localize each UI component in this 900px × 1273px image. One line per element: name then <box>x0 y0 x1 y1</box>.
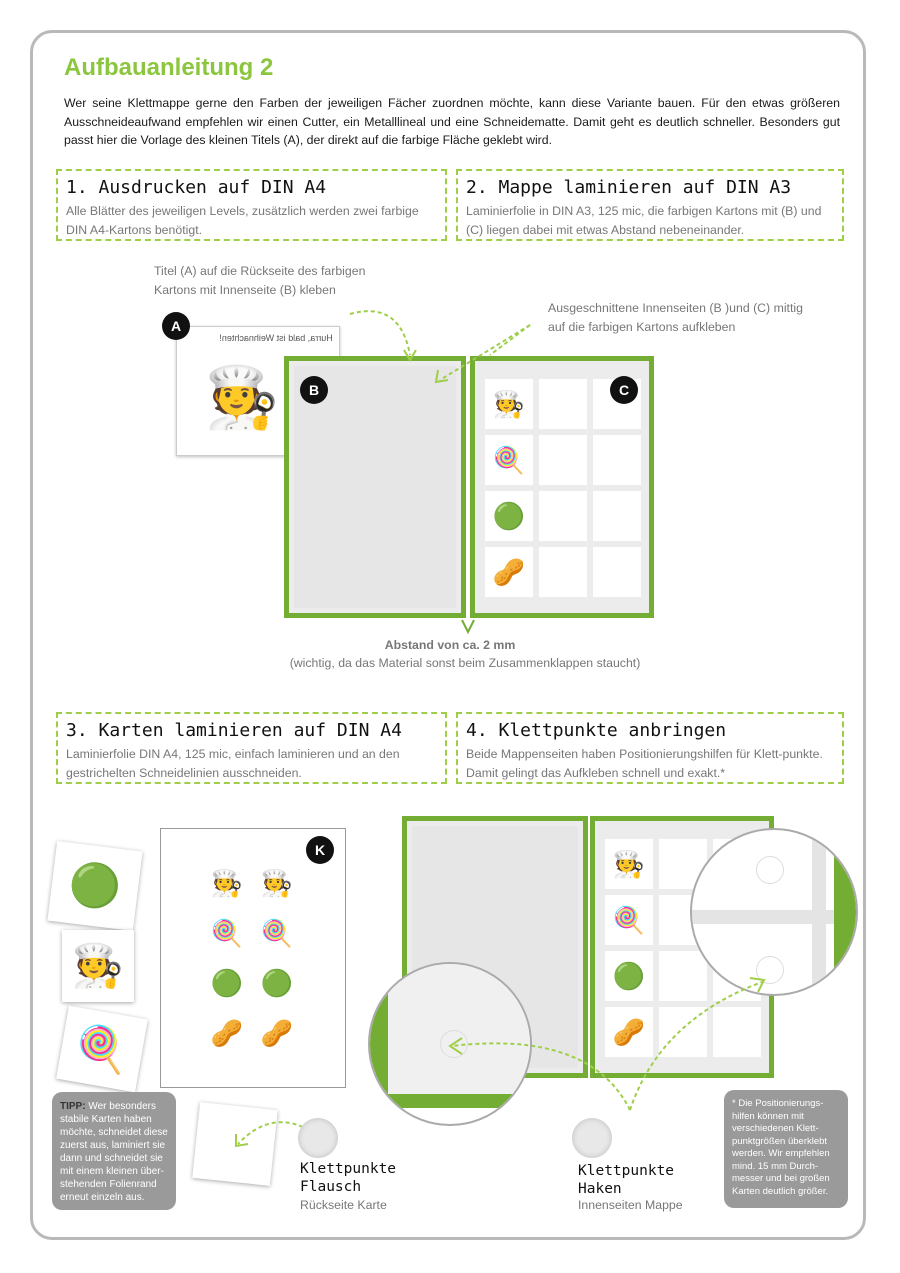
gingerbread-icon: 🧑‍🍳 <box>260 868 294 898</box>
candy-cane-icon: 🍭 <box>260 918 294 948</box>
step-4-box <box>456 712 844 784</box>
gingerbread-icon: 🧑‍🍳 <box>71 941 125 989</box>
position-guide-dot <box>756 856 784 884</box>
step-4-text: Beide Mappenseiten haben Positionierungshilfen für Klett-punkte. Damit gelingt das Aufkleben schnell und exakt.* <box>466 747 823 780</box>
card-sheet-k <box>160 828 346 1088</box>
step-1-text: Alle Blätter des jeweiligen Levels, zusätzlich werden zwei farbige DIN A4-Kartons benötigt. <box>66 204 419 237</box>
arrow-inner-pages <box>430 320 540 390</box>
gingerbread-icon: 🧑‍🍳 <box>204 364 280 431</box>
card-candy-cane <box>56 1006 148 1093</box>
gingerbread-icon: 🧑‍🍳 <box>612 849 646 879</box>
step-2-box <box>456 169 844 241</box>
badge-b: B <box>300 376 328 404</box>
velcro-hook-dot <box>572 1118 612 1158</box>
velcro-hook-line2: Haken <box>578 1181 622 1197</box>
candy-cane-icon: 🍭 <box>72 1020 132 1076</box>
note-title-a: Titel (A) auf die Rückseite des farbigen Kartons mit Innenseite (B) kleben <box>154 264 366 297</box>
velcro-soft-line2: Flausch <box>300 1179 362 1195</box>
velcro-hook-line1: Klettpunkte <box>578 1163 675 1179</box>
tip-label: TIPP: <box>60 1101 86 1112</box>
step-3-box <box>56 712 447 784</box>
gingerbread-icon: 🧑‍🍳 <box>210 868 244 898</box>
gingerbread-icon: 🧑‍🍳 <box>492 389 526 419</box>
candy-cane-icon: 🍭 <box>492 445 526 475</box>
velcro-soft-dot <box>298 1118 338 1158</box>
peanut-icon: 🥜 <box>210 1018 244 1048</box>
ornament-icon: 🟢 <box>210 968 244 998</box>
peanut-icon: 🥜 <box>492 557 526 587</box>
step-4-title: 4. Klettpunkte anbringen <box>466 720 727 741</box>
step-3-title: 3. Karten laminieren auf DIN A4 <box>66 720 402 741</box>
velcro-soft-label <box>300 1160 396 1196</box>
candy-cane-icon: 🍭 <box>210 918 244 948</box>
intro-text: Wer seine Klettmappe gerne den Farben der jeweiligen Fächer zuordnen möchte, kann diese Variante bauen. Für den etwas größeren Ausschneideaufwand empfehlen wir einen Cutter, ein Metalllineal und eine Schneidematte. Damit geht es deutlich schneller. Besonders gut passt hier die Vorlage des kleinen Titels (A), der direkt auf die farbige Fläche geklebt wird. <box>64 96 840 147</box>
step-2-title: 2. Mappe laminieren auf DIN A3 <box>466 177 792 198</box>
page-title: Aufbauanleitung 2 <box>64 54 274 81</box>
gap-marker-icon <box>460 618 476 636</box>
velcro-soft-line1: Klettpunkte <box>300 1161 397 1177</box>
candy-cane-icon: 🍭 <box>612 905 646 935</box>
note-inner-pages: Ausgeschnittene Innenseiten (B )und (C) mittig auf die farbigen Kartons aufkleben <box>548 301 803 334</box>
badge-a: A <box>162 312 190 340</box>
velcro-hook-sub: Innenseiten Mappe <box>578 1198 683 1212</box>
card-gingerbread <box>62 930 134 1002</box>
card-ornament <box>47 841 142 931</box>
badge-k: K <box>306 836 334 864</box>
step-1-title: 1. Ausdrucken auf DIN A4 <box>66 177 327 198</box>
tip-box <box>52 1092 176 1210</box>
step-3-text: Laminierfolie DIN A4, 125 mic, einfach laminieren und an den gestrichelten Schneidelinien ausschneiden. <box>66 747 400 780</box>
velcro-soft-sub: Rückseite Karte <box>300 1198 387 1212</box>
tip-text: Wer besonders stabile Karten haben möchte, schneidet diese zuerst aus, laminiert sie dann und schneidet sie mit einem kleinen über-stehenden Folienrand erneut einzeln aus. <box>60 1101 168 1203</box>
gap-note-bold: Abstand von ca. 2 mm <box>384 638 516 652</box>
ornament-icon: 🟢 <box>260 968 294 998</box>
step-1-box <box>56 169 447 241</box>
arrow-velcro-soft <box>228 1112 308 1154</box>
gap-note-text: (wichtig, da das Material sonst beim Zusammenklappen staucht) <box>289 656 641 670</box>
footnote-box: * Die Positionierungs-hilfen können mit verschiedenen Klett-punktgrößen überklebt werden. Wir empfehlen mind. 15 mm Durch-messer und bei großen Karten deutlich größer. <box>724 1090 848 1208</box>
ornament-icon: 🟢 <box>492 501 526 531</box>
step-2-text: Laminierfolie in DIN A3, 125 mic, die farbigen Kartons mit (B) und (C) liegen dabei mit etwas Abstand nebeneinander. <box>466 204 822 237</box>
ornament-icon: 🟢 <box>66 858 124 912</box>
ornament-icon: 🟢 <box>612 961 646 991</box>
badge-c: C <box>610 376 638 404</box>
peanut-icon: 🥜 <box>612 1017 646 1047</box>
velcro-hook-label <box>578 1162 674 1198</box>
title-card-text: Hurra, bald ist Weihnachten! <box>219 333 333 343</box>
peanut-icon: 🥜 <box>260 1018 294 1048</box>
